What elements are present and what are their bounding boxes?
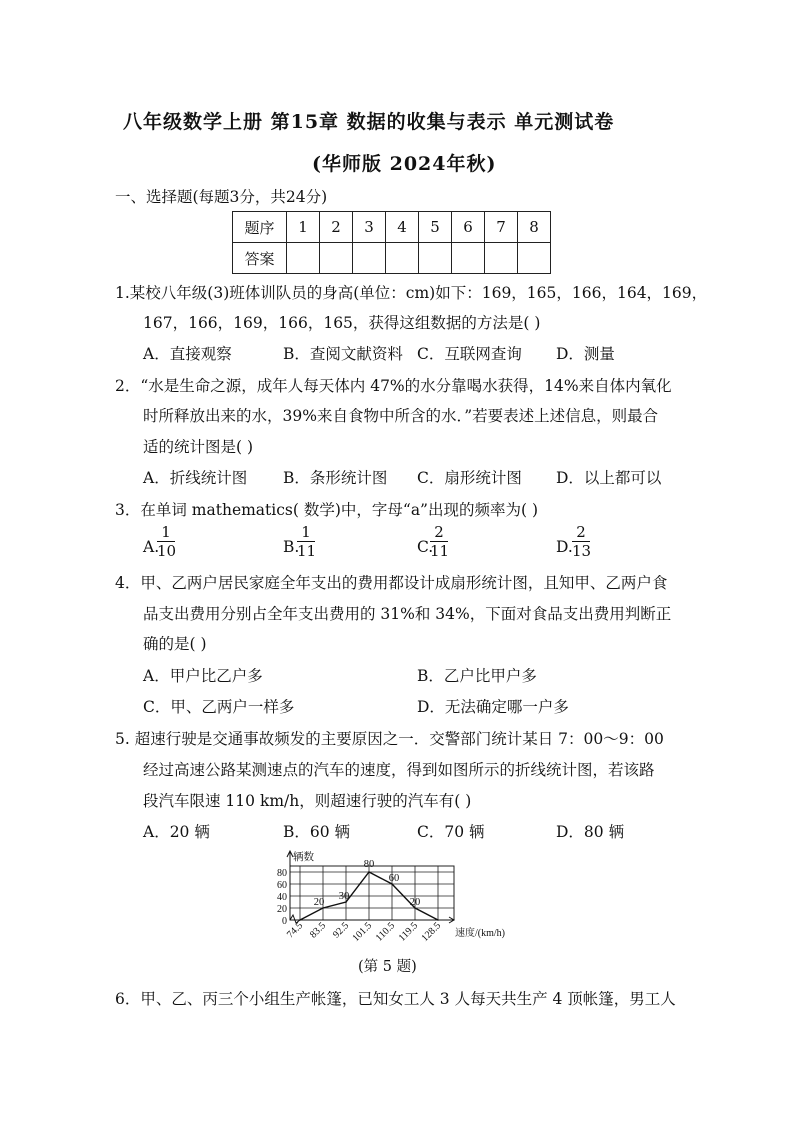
q5-line-1: 5. 超速行驶是交通事故频发的主要原因之一．交警部门统计某日 7：00～9：00 bbox=[115, 730, 664, 748]
q5-line-2: 经过高速公路某测速点的汽车的速度，得到如图所示的折线统计图，若该路 bbox=[143, 761, 655, 779]
table-cell: 2 bbox=[320, 212, 353, 243]
q3-option-c-label: C. bbox=[417, 538, 434, 556]
q4-option-b: B．乙户比甲户多 bbox=[417, 667, 537, 685]
x-tick-label: 128.5 bbox=[419, 920, 444, 945]
section-heading: 一、选择题(每题3分，共24分) bbox=[115, 188, 328, 206]
q1-option-a: A．直接观察 bbox=[143, 345, 232, 363]
q3-option-a-label: A. bbox=[143, 538, 160, 556]
q4-line-3: 确的是( ) bbox=[143, 635, 207, 653]
q2-line-2: 时所释放出来的水，39%来自食物中所含的水．”若要表述上述信息，则最合 bbox=[143, 407, 659, 425]
figure-caption: (第 5 题) bbox=[358, 959, 417, 975]
y-tick-label: 80 bbox=[277, 868, 287, 879]
title-line-2: (华师版 2024年秋) bbox=[312, 153, 497, 175]
table-cell: 1 bbox=[287, 212, 320, 243]
q3-option-d-label: D. bbox=[556, 538, 573, 556]
answer-cell[interactable] bbox=[353, 243, 386, 274]
answer-table bbox=[232, 211, 551, 274]
table-cell: 6 bbox=[452, 212, 485, 243]
q3-option-d-fraction bbox=[572, 524, 590, 559]
q3-line-1: 3．在单词 mathematics( 数学)中，字母“a”出现的频率为( ) bbox=[115, 501, 539, 519]
q4-line-2: 品支出费用分别占全年支出费用的 31%和 34%，下面对食品支出费用判断正 bbox=[143, 605, 672, 623]
q4-option-d: D．无法确定哪一户多 bbox=[417, 698, 569, 716]
q2-option-c: C．扇形统计图 bbox=[417, 469, 522, 487]
q2-line-1: 2．“水是生命之源，成年人每天体内 47%的水分靠喝水获得，14%来自体内氧化 bbox=[115, 377, 672, 395]
table-cell: 4 bbox=[386, 212, 419, 243]
q1-line-2: 167，166，169，166，165，获得这组数据的方法是( ) bbox=[143, 314, 541, 332]
fraction-denominator: 11 bbox=[430, 542, 450, 560]
fraction-numerator: 1 bbox=[161, 523, 171, 541]
q4-option-a: A．甲户比乙户多 bbox=[143, 667, 263, 685]
data-label: 30 bbox=[338, 891, 350, 902]
x-tick-label: 119.5 bbox=[396, 920, 421, 944]
table-header-cell: 答案 bbox=[233, 243, 287, 274]
y-tick-label: 20 bbox=[277, 904, 287, 915]
data-label: 60 bbox=[388, 873, 400, 884]
q2-option-a: A．折线统计图 bbox=[143, 469, 248, 487]
q3-option-b-label: B. bbox=[283, 538, 300, 556]
q5-line-3: 段汽车限速 110 km/h，则超速行驶的汽车有( ) bbox=[143, 792, 472, 810]
fraction-numerator: 2 bbox=[434, 523, 444, 541]
data-point bbox=[437, 919, 439, 921]
x-tick-label: 101.5 bbox=[350, 920, 375, 945]
x-axis-label: 速度/(km/h) bbox=[455, 928, 505, 939]
data-point bbox=[299, 919, 301, 921]
data-label: 80 bbox=[363, 859, 375, 870]
fraction-numerator: 2 bbox=[576, 523, 586, 541]
x-tick-label: 92.5 bbox=[330, 920, 352, 941]
table-cell: 5 bbox=[419, 212, 452, 243]
data-label: 20 bbox=[409, 897, 421, 908]
answer-cell[interactable] bbox=[287, 243, 320, 274]
x-tick-label: 74.5 bbox=[284, 920, 306, 941]
speed-line-chart bbox=[262, 848, 522, 948]
x-tick-label: 110.5 bbox=[373, 920, 398, 944]
fraction-denominator: 13 bbox=[572, 542, 592, 560]
fraction-numerator: 1 bbox=[301, 523, 311, 541]
q2-line-3: 适的统计图是( ) bbox=[143, 438, 254, 456]
q3-option-c-fraction bbox=[430, 524, 448, 559]
table-header-cell: 题序 bbox=[233, 212, 287, 243]
q1-option-d: D．测量 bbox=[556, 345, 615, 363]
table-cell: 3 bbox=[353, 212, 386, 243]
q5-option-b: B．60 辆 bbox=[283, 823, 351, 841]
q5-option-a: A．20 辆 bbox=[143, 823, 210, 841]
data-label: 20 bbox=[313, 897, 325, 908]
answer-table-row-answers bbox=[233, 243, 551, 274]
answer-cell[interactable] bbox=[518, 243, 551, 274]
title-line-1: 八年级数学上册 第15章 数据的收集与表示 单元测试卷 bbox=[123, 111, 615, 133]
table-cell: 8 bbox=[518, 212, 551, 243]
y-tick-label: 60 bbox=[277, 880, 287, 891]
answer-cell[interactable] bbox=[320, 243, 353, 274]
fraction-denominator: 10 bbox=[157, 542, 177, 560]
data-point bbox=[368, 871, 370, 873]
q3-option-b-fraction bbox=[297, 524, 315, 559]
q6-line-1: 6．甲、乙、丙三个小组生产帐篷，已知女工人 3 人每天共生产 4 顶帐篷，男工人 bbox=[115, 990, 676, 1008]
fraction-denominator: 11 bbox=[297, 542, 317, 560]
y-tick-label: 40 bbox=[277, 892, 287, 903]
answer-cell[interactable] bbox=[452, 243, 485, 274]
y-tick-label: 0 bbox=[282, 916, 287, 927]
q4-line-1: 4．甲、乙两户居民家庭全年支出的费用都设计成扇形统计图，且知甲、乙两户食 bbox=[115, 574, 668, 592]
q5-option-c: C．70 辆 bbox=[417, 823, 485, 841]
table-cell: 7 bbox=[485, 212, 518, 243]
q1-line-1: 1.某校八年级(3)班体训队员的身高(单位：cm)如下：169，165，166，164，169， bbox=[115, 284, 708, 302]
q5-option-d: D．80 辆 bbox=[556, 823, 625, 841]
x-tick-label: 83.5 bbox=[307, 920, 329, 941]
answer-cell[interactable] bbox=[386, 243, 419, 274]
q3-option-a-fraction bbox=[157, 524, 175, 559]
answer-table-row-numbers bbox=[233, 212, 551, 243]
q1-option-c: C．互联网查询 bbox=[417, 345, 522, 363]
answer-cell[interactable] bbox=[419, 243, 452, 274]
q2-option-d: D．以上都可以 bbox=[556, 469, 662, 487]
y-axis-label: 辆数 bbox=[293, 852, 314, 863]
q2-option-b: B．条形统计图 bbox=[283, 469, 388, 487]
q1-option-b: B．查阅文献资料 bbox=[283, 345, 403, 363]
answer-cell[interactable] bbox=[485, 243, 518, 274]
q4-option-c: C．甲、乙两户一样多 bbox=[143, 698, 295, 716]
